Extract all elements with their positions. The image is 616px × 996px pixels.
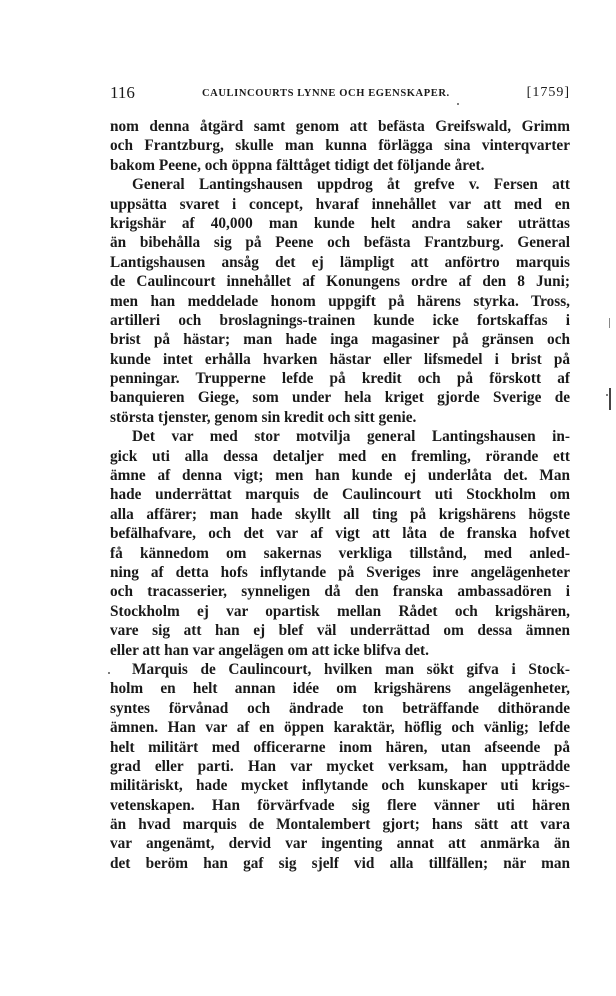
paragraph-motvilja <box>110 427 570 660</box>
text-line: artilleri och broslagnings-trainen kunde icke fortskaffas i <box>110 311 570 329</box>
body-text <box>110 117 570 873</box>
margin-scan-mark <box>609 388 611 410</box>
text-line: det beröm han gaf sig sjelf vid alla tillfällen; när man <box>110 854 570 872</box>
text-line: vare sig att han ej blef väl underrättad om dessa ämnen <box>110 622 570 640</box>
text-line: än hvad marquis de Montalembert gjort; hans sätt att vara <box>110 816 570 834</box>
text-line: befälhafvare, och det var af vigt att låta de franska hofvet <box>110 525 570 543</box>
text-line: bakom Peene, och öppna fälttåget tidigt det följande året. <box>110 156 485 174</box>
text-line: och Frantzburg, skulle man kunna förlägga sina vinterqvarter <box>110 137 570 155</box>
text-line: General Lantingshausen uppdrog åt grefve v. Fersen att <box>132 176 570 194</box>
text-line: Marquis de Caulincourt, hvilken man sökt gifva i Stock- <box>132 660 570 678</box>
text-line: Lantigshausen ansåg det ej lämpligt att anförtro marquis <box>110 253 570 271</box>
text-line: få kännedom om sakernas verkliga tillstånd, med anled- <box>110 544 570 562</box>
text-line: penningar. Trupperne lefde på kredit och på förskott af <box>110 370 570 388</box>
text-line: ämne af denna vigt; men han kunde ej underlåta det. Man <box>110 467 570 485</box>
text-line: gick uti alla dessa detaljer med en fremling, rörande ett <box>110 447 570 465</box>
text-line: eller att han var angelägen om att icke blifva det. <box>110 641 429 659</box>
text-line: ning af detta hofs inflytande på Sveriges inre angelägenheter <box>110 563 570 581</box>
text-line: de Caulincourt innehållet af Konungens ordre af den 8 Juni; <box>110 273 570 291</box>
text-line: uppsätta svaret i concept, hvaraf innehållet var att med en <box>110 195 570 213</box>
margin-scan-dot <box>606 394 608 396</box>
margin-scan-dot <box>108 672 110 674</box>
text-line: Det var med stor motvilja general Lantingshausen in- <box>132 428 570 446</box>
margin-scan-dot <box>457 103 459 105</box>
text-line: banquieren Giege, som under hela kriget gjorde Sverige de <box>110 389 570 407</box>
text-line: grad eller parti. Han var mycket verksam, han uppträdde <box>110 757 570 775</box>
running-title: CAULINCOURTS LYNNE OCH EGENSKAPER. <box>202 88 450 99</box>
text-line: brist på hästar; man hade inga magasiner på gränsen och <box>110 331 570 349</box>
paragraph-caulincourt <box>110 660 570 873</box>
text-line: krigshär af 40,000 man kunde helt andra saker uträttas <box>110 214 570 232</box>
text-line: helt militärt med officerarne inom hären, utan afseende på <box>110 738 570 756</box>
page-header <box>110 83 570 103</box>
text-line: holm en helt annan idée om krigshärens angelägenheter, <box>110 680 570 698</box>
text-line: syntes förvånad och ändrade ton beträffande dithörande <box>110 699 570 717</box>
year-marker: [1759] <box>526 85 570 100</box>
text-line: militäriskt, hade mycket inflytande och kunskaper uti krigs- <box>110 777 570 795</box>
text-line: nom denna åtgärd samt genom att befästa Greifswald, Grimm <box>110 118 570 135</box>
text-line: hade underrättat marquis de Caulincourt uti Stockholm om <box>110 486 570 504</box>
margin-scan-mark <box>609 318 610 328</box>
paragraph-lantingshausen <box>110 175 570 427</box>
text-line: största tjenster, genom sin kredit och sitt genie. <box>110 408 417 426</box>
paragraph-continuation <box>110 117 570 175</box>
text-line: än bibehålla sig på Peene och befästa Frantzburg. General <box>110 234 570 252</box>
text-line: vetenskapen. Han förvärfvade sig flere vänner uti hären <box>110 796 570 814</box>
text-line: Stockholm ej var opartisk mellan Rådet och krigshären, <box>110 602 570 620</box>
page-number: 116 <box>110 83 135 102</box>
text-line: var angenämt, dervid var ingenting annat att anmärka än <box>110 835 570 853</box>
text-line: kunde intet erhålla hvarken hästar eller lifsmedel i brist på <box>110 350 570 368</box>
text-line: och tracasserier, synneligen då den franska ambassadören i <box>110 583 570 601</box>
text-line: ämnen. Han var af en öppen karaktär, höflig och vänlig; lefde <box>110 719 570 737</box>
text-line: men han meddelade honom uppgift på härens styrka. Tross, <box>110 292 570 310</box>
text-line: alla affärer; man hade skyllt all ting på krigshärens högste <box>110 505 570 523</box>
